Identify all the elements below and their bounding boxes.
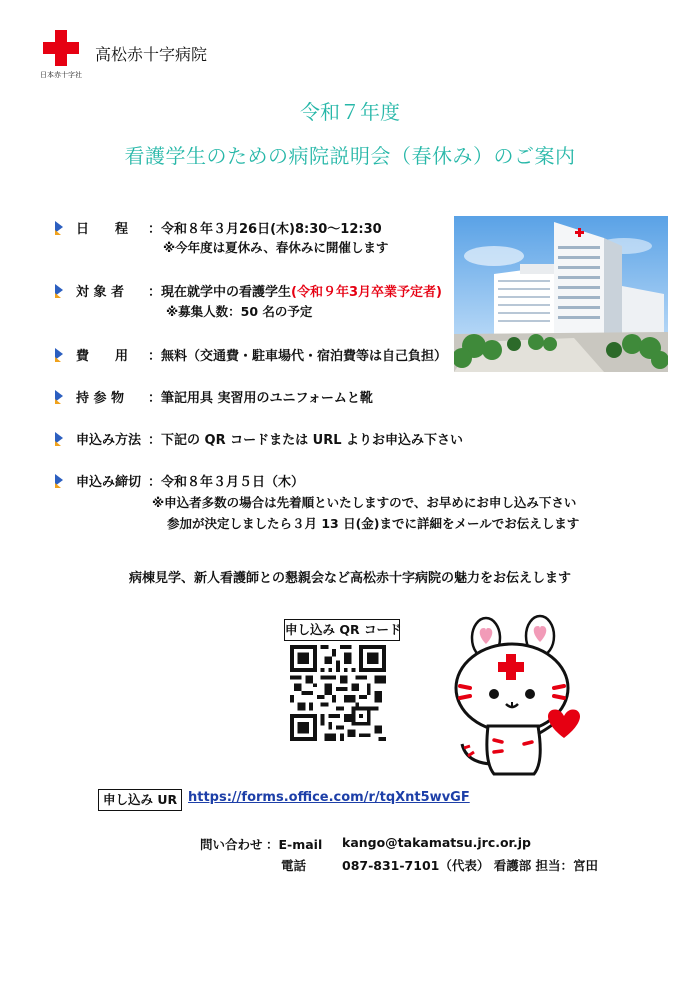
fee-label: 費 用 xyxy=(76,349,129,364)
closing-message: 病棟見学、新人看護師との懇親会など高松赤十字病院の魅力をお伝えします xyxy=(128,571,571,586)
application-url-link[interactable]: https://forms.office.com/r/tqXnt5wvGF xyxy=(188,790,470,805)
bullet-icon xyxy=(52,474,66,488)
bullet-icon xyxy=(52,221,66,235)
email-value[interactable]: kango@takamatsu.jrc.or.jp xyxy=(342,835,531,850)
deadline-note-1: ※申込者多数の場合は先着順といたしますので、お早めにお申し込み下さい xyxy=(152,495,577,510)
bullet-icon xyxy=(52,284,66,298)
bullet-icon xyxy=(52,390,66,404)
bullet-icon xyxy=(52,348,66,362)
row-method xyxy=(52,429,463,448)
phone-label: 電話 xyxy=(281,858,307,873)
org-small-label: 日本赤十字社 xyxy=(40,71,82,79)
hospital-building-image xyxy=(454,216,668,372)
email-label: ：E-mail xyxy=(266,837,323,852)
date-value: ：令和８年３月26日(木)8:30～12:30 xyxy=(148,222,382,237)
deadline-label: 申込み締切 xyxy=(76,475,142,490)
target-note: ※募集人数：50 名の予定 xyxy=(166,304,313,319)
bullet-icon xyxy=(52,432,66,446)
items-label: 持 参 物 xyxy=(76,391,125,406)
deadline-note-2: 参加が決定しましたら３月 13 日(金)までに詳細をメールでお伝えします xyxy=(167,516,580,531)
contact-label: 問い合わせ xyxy=(200,837,263,852)
row-date xyxy=(52,218,382,237)
items-value: ：筆記用具 実習用のユニフォームと靴 xyxy=(148,391,373,406)
method-label: 申込み方法 xyxy=(76,433,142,448)
row-items xyxy=(52,387,373,406)
qr-code-image[interactable] xyxy=(290,645,386,741)
date-label: 日 程 xyxy=(76,222,129,237)
url-label: 申し込み UR xyxy=(98,789,182,811)
deadline-value: ：令和８年３月５日（木） xyxy=(148,475,305,490)
qr-label: 申し込み QR コード xyxy=(284,619,400,641)
target-highlight: (令和９年3月卒業予定者) xyxy=(291,285,442,300)
mascot-character xyxy=(448,614,580,782)
org-name: 高松赤十字病院 xyxy=(95,45,208,64)
target-value: ：現在就学中の看護学生 xyxy=(148,285,292,300)
title-main: 看護学生のための病院説明会（春休み）のご案内 xyxy=(124,144,576,168)
phone-value: 087-831-7101（代表） 看護部 担当：宮田 xyxy=(342,858,599,873)
row-deadline xyxy=(52,471,304,490)
target-label: 対 象 者 xyxy=(76,285,125,300)
title-year: 令和７年度 xyxy=(300,100,400,124)
row-fee xyxy=(52,345,447,364)
date-note: ※今年度は夏休み、春休みに開催します xyxy=(163,240,389,255)
method-value: ：下記の QR コードまたは URL よりお申込み下さい xyxy=(148,433,464,448)
row-target xyxy=(52,281,442,300)
fee-value: ：無料（交通費・駐車場代・宿泊費等は自己負担） xyxy=(148,349,448,364)
